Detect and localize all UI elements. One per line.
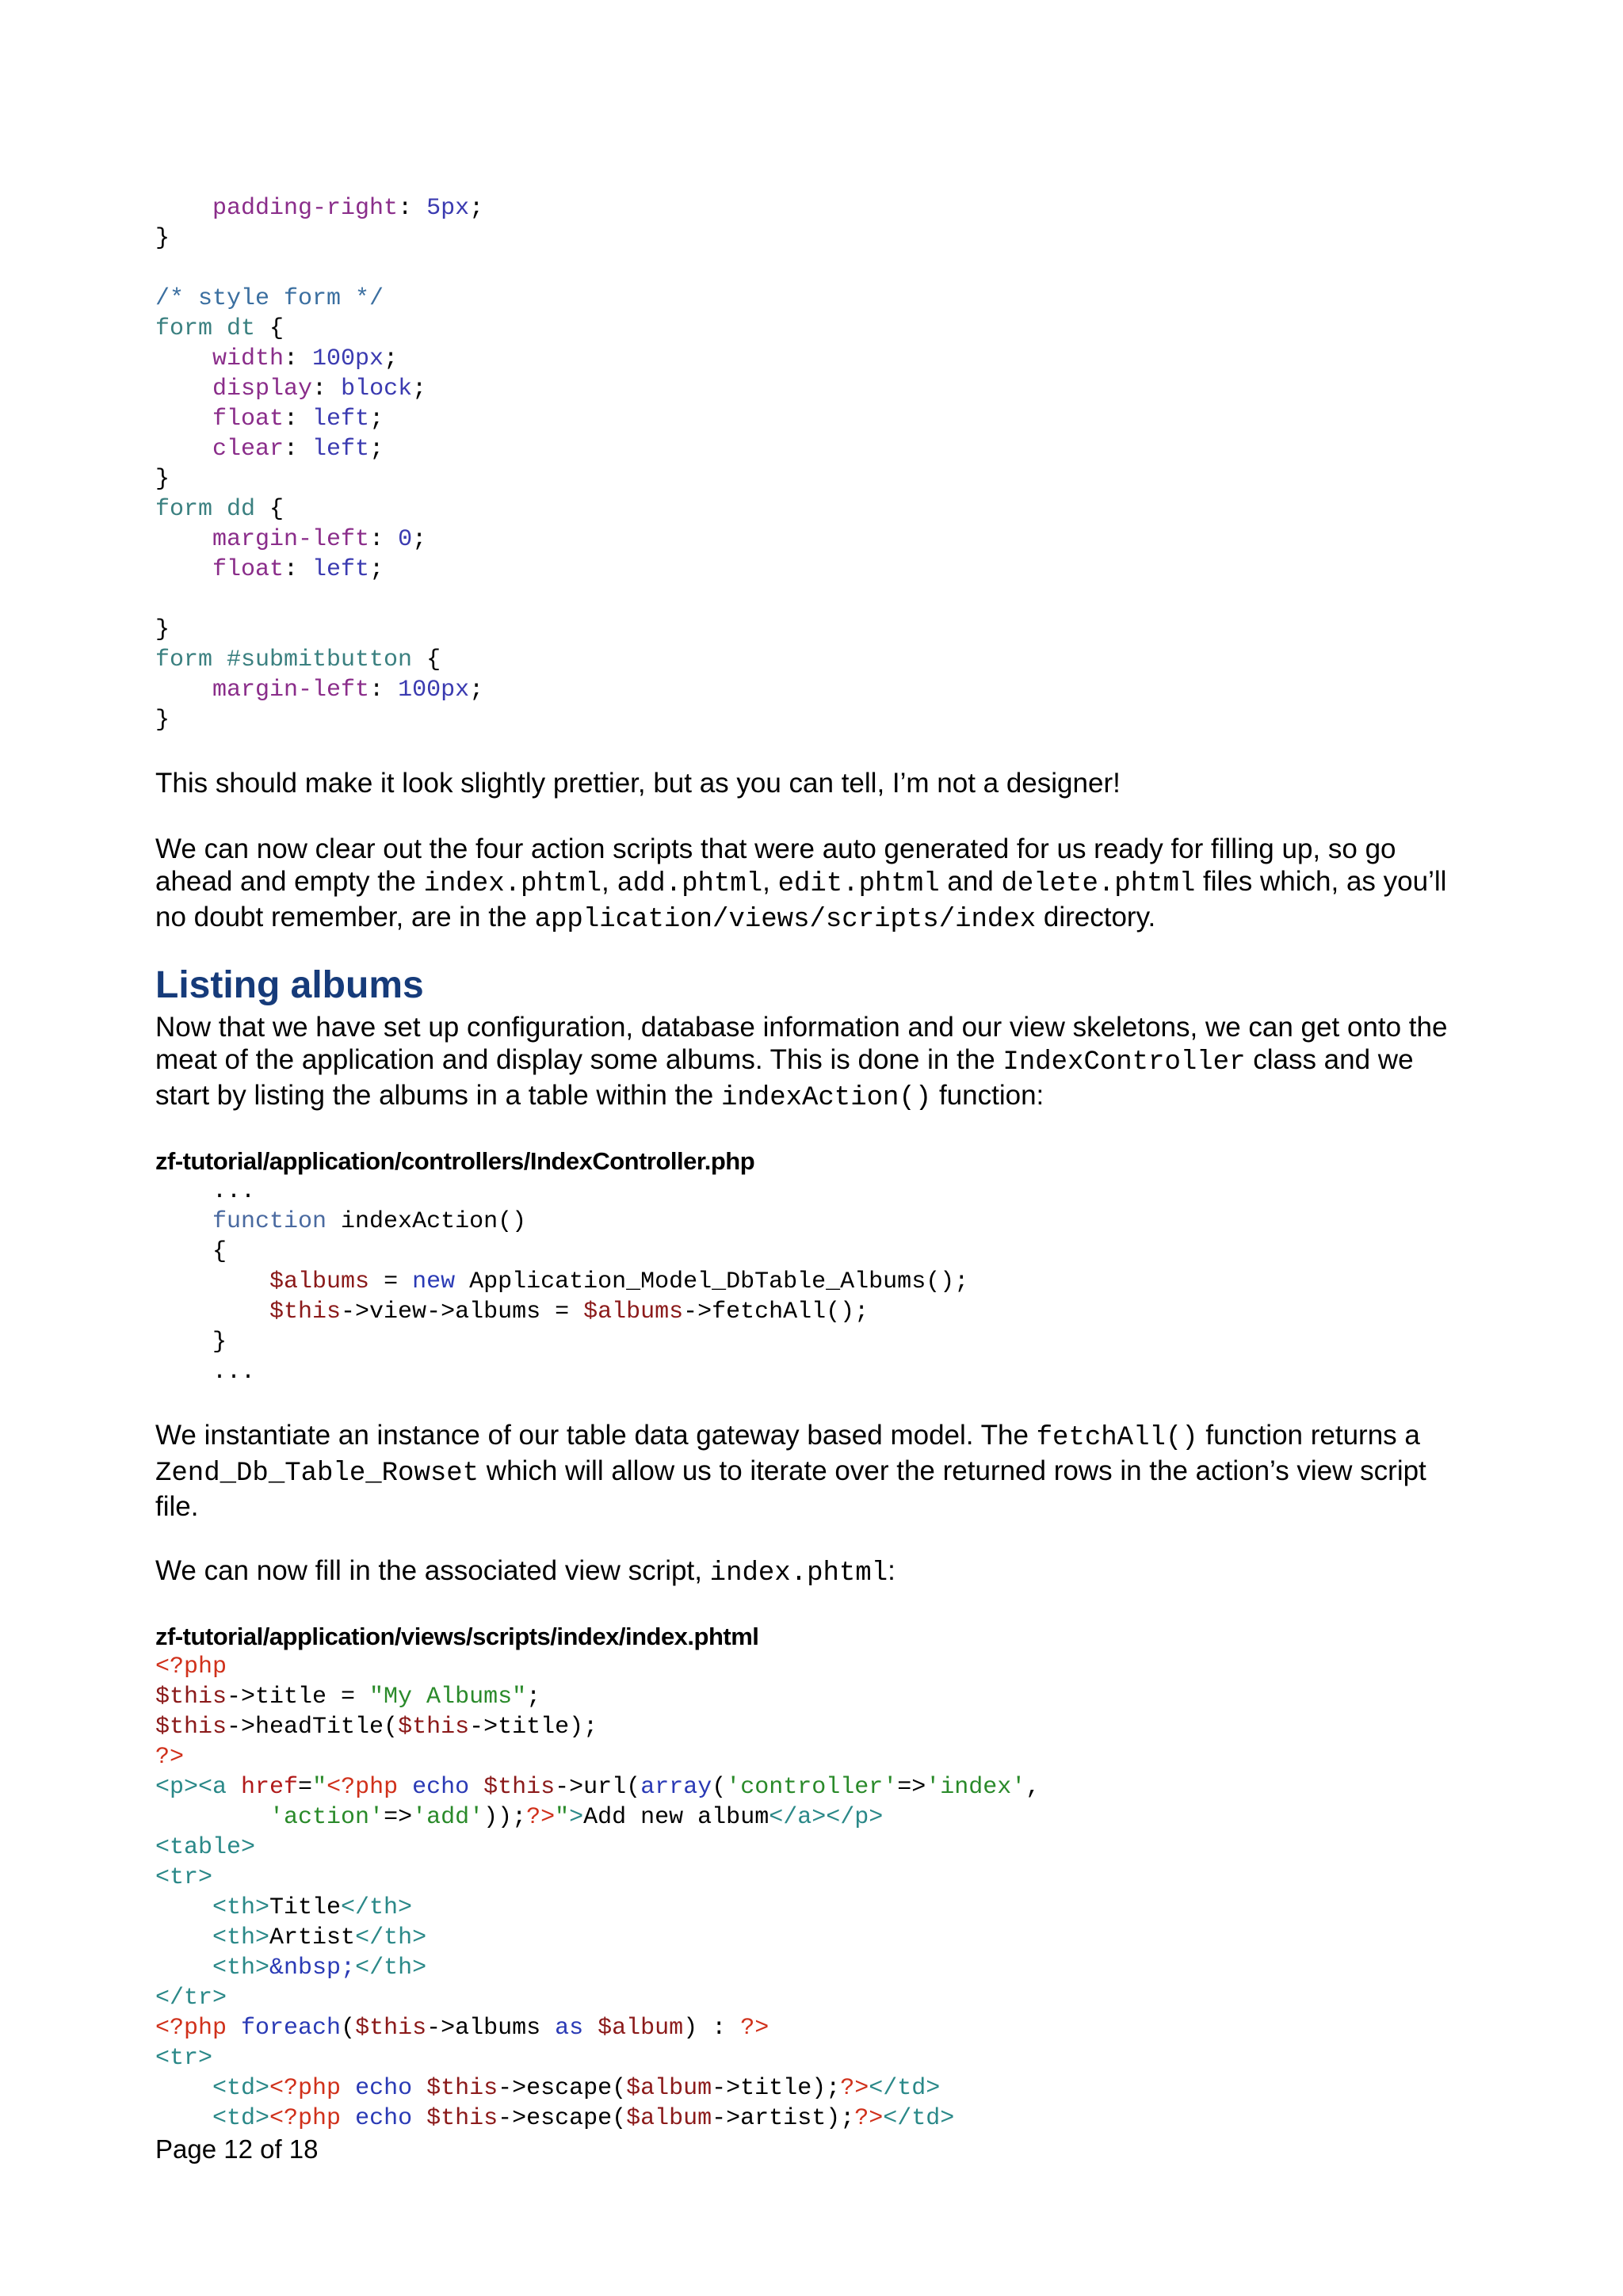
paragraph-prettier: This should make it look slightly prettier, but as you can tell, I’m not a designer! [155,768,1121,799]
rowset-class: Zend_Db_Table_Rowset [155,1459,479,1489]
filename-index: index.phtml [423,869,602,899]
paragraph-clear-scripts: We can now clear out the four action scripts that were auto generated for us ready for filling up, so go ahead and empty the index.phtml, add.phtml, edit.phtml and delete.phtml files which, as you’ll no doubt remember, are in the application/views/scripts/index directory. [155,833,1447,935]
filename-add: add.phtml [617,869,763,899]
controller-file-label: zf-tutorial/application/controllers/IndexController.php [155,1147,755,1175]
paragraph-view-script: We can now fill in the associated view script, index.phtml: [155,1555,896,1589]
paragraph-listing-intro: Now that we have set up configuration, database information and our view skeletons, we can get onto the meat of the application and display some albums. This is done in the IndexController class and we start by listing the albums in a table within the indexAction() function: [155,1012,1448,1113]
controller-code-block: ... function indexAction() { $albums = new Application_Model_DbTable_Albums(); $this->view->albums = $albums->fetchAll(); } ... [212,1178,969,1386]
class-name: IndexController [1002,1047,1246,1077]
view-code-block: <?php $this->title = "My Albums"; $this->headTitle($this->title); ?> <p><a href="<?php echo $this->url(array('controller'=>'index', 'action'=>'add'));?>">Add new album</a></p> <table> <tr> <th>Title</th> <th>Artist</th> <th>&nbsp;</th> </tr> <?php foreach($this->albums as $album) : ?> <tr> <td><?php echo $this->escape($album->title);?></td> <td><?php echo $this->escape($album->artist);?></td> [155,1653,1041,2132]
directory-path: application/views/scripts/index [534,905,1037,935]
section-heading: Listing albums [155,964,424,1006]
paragraph-instantiate: We instantiate an instance of our table data gateway based model. The fetchAll() function returns a Zend_Db_Table_Rowset which will allow us to iterate over the returned rows in the action’s view script file. [155,1420,1426,1522]
filename-edit: edit.phtml [777,869,940,899]
function-name: indexAction() [720,1083,932,1113]
filename-delete: delete.phtml [1001,869,1196,899]
css-code-block: padding-right: 5px; } /* style form */ form dt { width: 100px; display: block; float: left; clear: left; } form dd { margin-left: 0; float: left; } form #submitbutton { margin-left: 100px; } [155,195,484,734]
document-page [155,193,1471,2134]
page-number: Page 12 of 18 [155,2134,319,2164]
view-file-label: zf-tutorial/application/views/scripts/index/index.phtml [155,1623,759,1650]
view-filename: index.phtml [709,1558,888,1589]
fetchall-function: fetchAll() [1036,1423,1198,1453]
